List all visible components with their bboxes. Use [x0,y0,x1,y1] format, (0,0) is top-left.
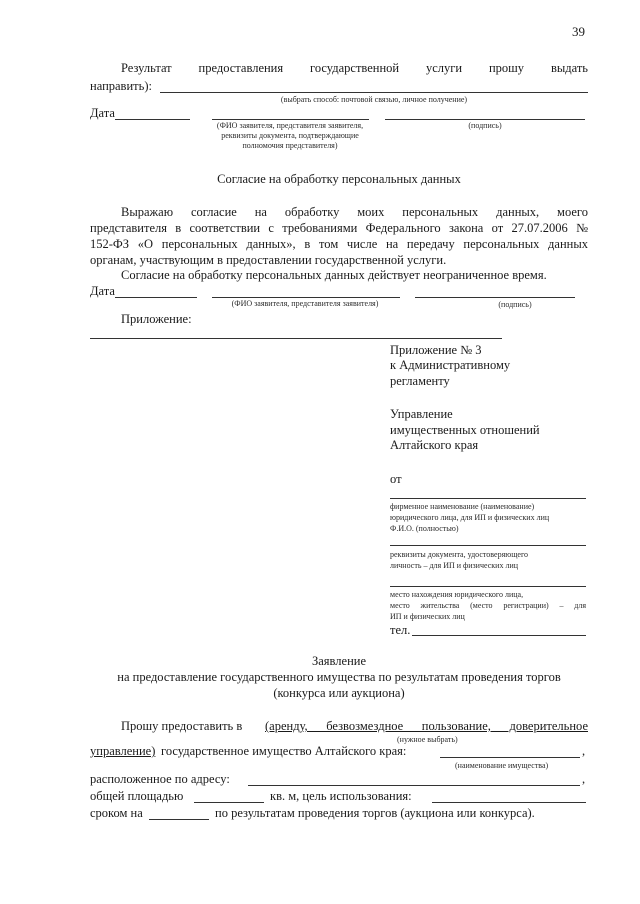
consent-line-4: органам, участвующим в предоставлении государственной услуги. [90,253,447,267]
addressee-2: имущественных отношений [390,423,540,437]
fio-hint-1b: реквизиты документа, подтверждающие [221,131,359,140]
fio-field-1[interactable] [212,119,369,120]
area-field[interactable] [194,802,264,803]
address-field[interactable] [390,586,586,587]
property-address-field[interactable] [248,785,580,786]
term-field[interactable] [149,819,209,820]
choose-hint: (нужное выбрать) [397,735,458,744]
applicant-name-hint-1: фирменное наименование (наименование) [390,502,535,511]
addressee-1: Управление [390,407,453,421]
id-document-hint-2: личность – для ИП и физических лиц [390,561,519,570]
consent-validity: Согласие на обработку персональных данных действует неограниченное время. [121,268,547,282]
property-label: государственное имущество Алтайского края: [161,744,407,758]
applicant-name-hint-2: юридического лица, для ИП и физических лиц [390,513,550,522]
appendix-heading-1: Приложение № 3 [390,343,482,357]
property-name-field[interactable] [440,757,580,758]
term-rest: по результатам проведения торгов (аукциона или конкурса). [215,806,535,820]
attachment-field[interactable] [90,338,502,339]
appendix-heading-2: к Административному [390,358,511,372]
comma-1: , [582,744,586,758]
signature-hint-2: (подпись) [498,300,532,309]
fio-field-2[interactable] [212,297,400,298]
result-method-field[interactable] [160,92,588,93]
applicant-name-field[interactable] [390,498,586,499]
property-name-hint: (наименование имущества) [455,761,549,770]
request-start: Прошу предоставить в [121,719,243,733]
appendix-heading-3: регламенту [390,374,450,388]
result-line-2: направить): [90,79,152,93]
usage-type-options[interactable]: (аренду, безвозмездное пользование, доверительное [265,719,588,733]
signature-field-1[interactable] [385,119,585,120]
result-method-hint: (выбрать способ: почтовой связью, личное получение) [280,95,468,104]
application-subtitle-1: на предоставление государственного имущества по результатам проведения торгов [117,670,561,684]
application-title: Заявление [311,654,366,668]
address-hint-2: место жительства (место регистрации) – для [390,601,586,610]
address-hint-3: ИП и физических лиц [390,612,465,621]
consent-line-1: Выражаю согласие на обработку моих персональных данных, моего [121,205,588,219]
from-label: от [390,472,402,486]
applicant-name-hint-3: Ф.И.О. (полностью) [390,524,459,533]
tel-label: тел. [390,623,411,637]
fio-hint-2: (ФИО заявителя, представителя заявителя) [231,299,379,308]
fio-hint-1c: полномочия представителя) [242,141,338,150]
signature-field-2[interactable] [415,297,575,298]
addressee-3: Алтайского края [390,438,479,452]
id-document-field[interactable] [390,545,586,546]
date-label-1: Дата [90,106,115,120]
address-hint-1: место нахождения юридического лица, [390,590,524,599]
fio-hint-1a: (ФИО заявителя, представителя заявителя, [216,121,364,130]
purpose-field[interactable] [432,802,586,803]
term-label: сроком на [90,806,143,820]
application-subtitle-2: (конкурса или аукциона) [273,686,405,700]
date-label-2: Дата [90,284,115,298]
area-unit-label: кв. м, цель использования: [270,789,412,803]
date-field-1[interactable] [115,119,190,120]
result-line-1: Результат предоставления государственной услуги прошу выдать [121,61,588,75]
area-label: общей площадью [90,789,184,803]
consent-line-2: представителя в соответствии с требованиями Федерального закона от 27.07.2006 № [90,221,588,235]
usage-type-options-end[interactable]: управление) [90,744,156,758]
signature-hint-1: (подпись) [468,121,502,130]
address-label: расположенное по адресу: [90,772,230,786]
consent-line-3: 152-ФЗ «О персональных данных», в том числе на передачу персональных данных [90,237,588,251]
date-field-2[interactable] [115,297,197,298]
consent-title: Согласие на обработку персональных данных [217,172,461,186]
tel-field[interactable] [412,635,586,636]
id-document-hint-1: реквизиты документа, удостоверяющего [390,550,529,559]
attachment-label: Приложение: [121,312,192,326]
page-number: 39 [572,24,585,39]
comma-2: , [582,772,586,786]
